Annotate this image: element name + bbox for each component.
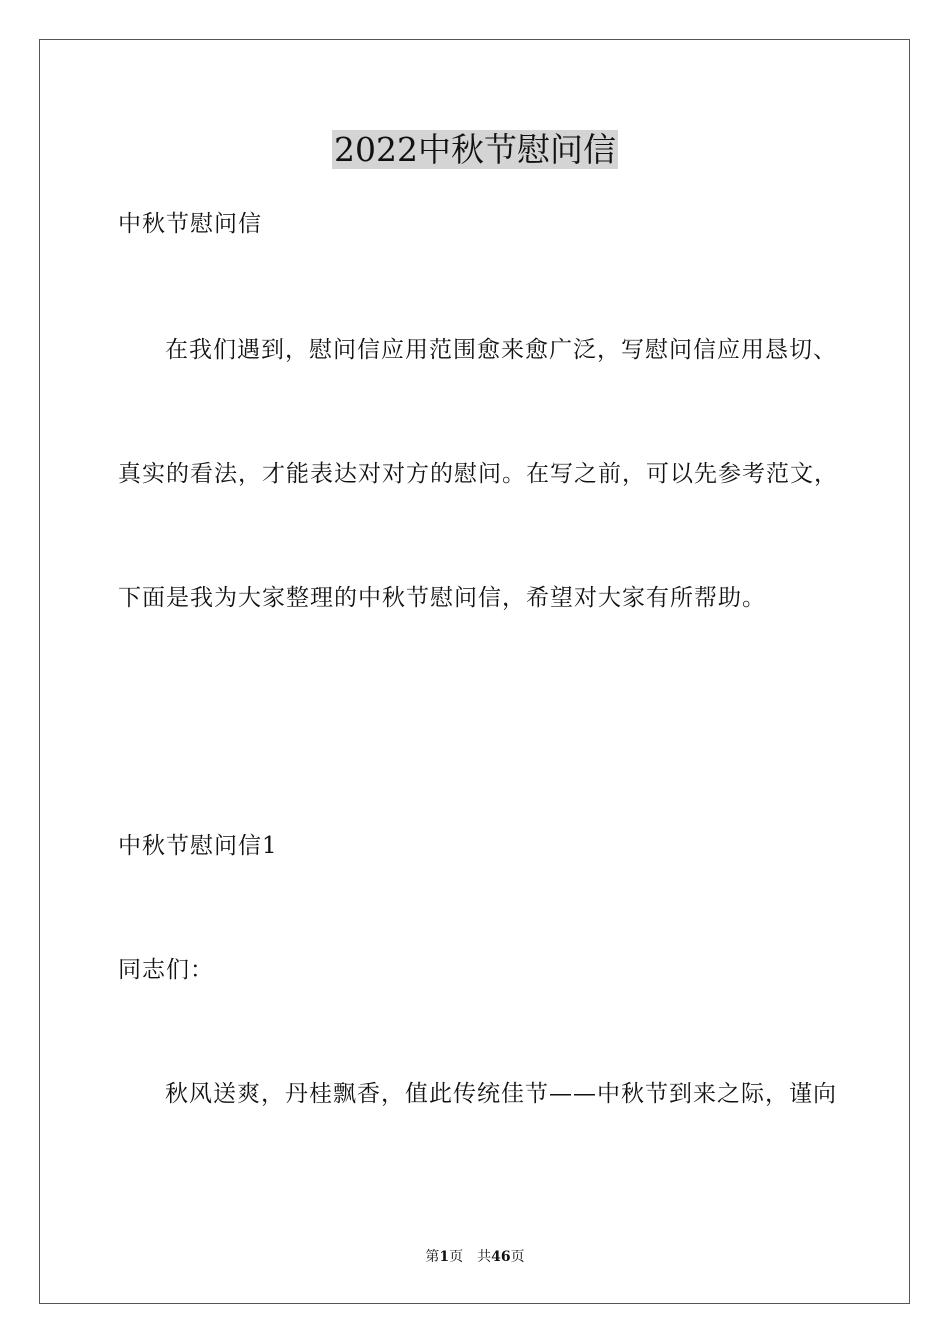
document-title [0, 128, 950, 172]
footer-total-prefix: 共 [477, 1249, 492, 1265]
section-heading: 中秋节慰问信1 [118, 833, 278, 859]
footer-page-prefix: 第 [425, 1249, 440, 1265]
footer-total-pages: 46 [491, 1249, 511, 1265]
footer-page-number: 1 [439, 1249, 450, 1265]
footer-total-suffix: 页 [510, 1249, 525, 1265]
document-subtitle: 中秋节慰问信 [118, 211, 262, 237]
salutation: 同志们： [118, 957, 214, 983]
intro-line-2: 真实的看法，才能表达对对方的慰问。在写之前，可以先参考范文， [118, 461, 838, 487]
document-title-text: 2022中秋节慰问信 [334, 130, 616, 169]
footer-page-suffix: 页 [449, 1249, 464, 1265]
intro-line-1: 在我们遇到，慰问信应用范围愈来愈广泛，写慰问信应用恳切、 [165, 337, 837, 363]
body-line-1: 秋风送爽，丹桂飘香，值此传统佳节——中秋节到来之际，谨向 [165, 1081, 837, 1107]
intro-line-3: 下面是我为大家整理的中秋节慰问信，希望对大家有所帮助。 [118, 585, 766, 611]
page-footer [0, 1247, 950, 1267]
